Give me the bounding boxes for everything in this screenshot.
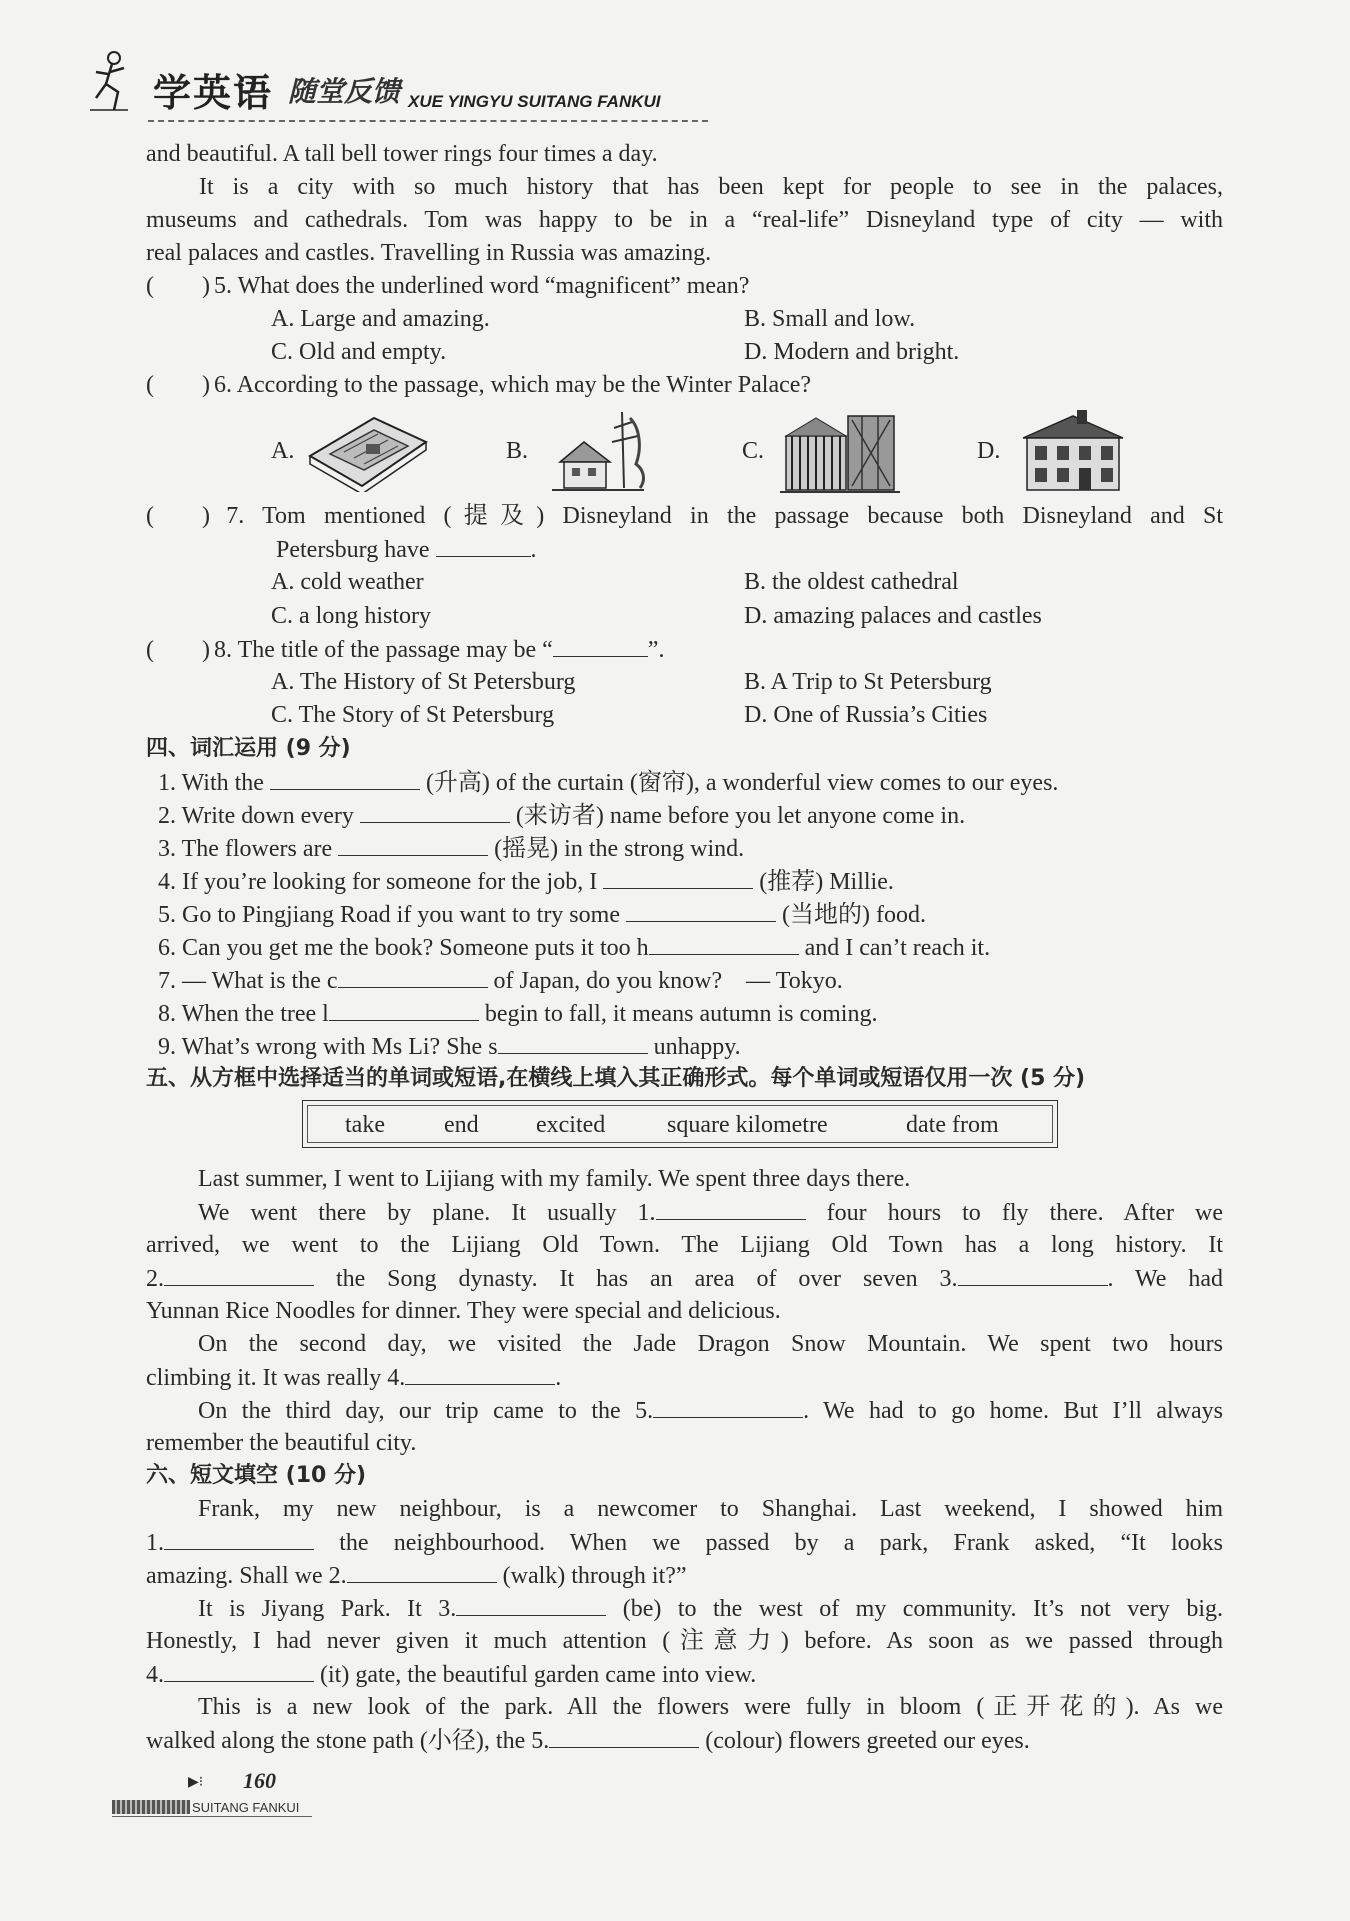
word-option: date from xyxy=(906,1112,999,1138)
answer-blank[interactable] xyxy=(626,899,776,922)
header-divider xyxy=(148,120,708,122)
passage-line: walked along the stone path (小径), the 5. (colour) flowers greeted our eyes. xyxy=(146,1725,1030,1756)
answer-paren[interactable]: ( ) xyxy=(146,503,210,529)
option-d: D. One of Russia’s Cities xyxy=(744,702,988,728)
answer-blank[interactable] xyxy=(653,1395,803,1418)
option-c: C. xyxy=(742,438,765,464)
passage-line: 4. (it) gate, the beautiful garden came into view. xyxy=(146,1659,756,1690)
answer-paren[interactable]: ( ) xyxy=(146,637,210,663)
option-d: D. Modern and bright. xyxy=(744,339,960,365)
word-option: excited xyxy=(536,1112,606,1138)
arrow-icon: ▶⁝ xyxy=(188,1775,204,1790)
passage-line: Yunnan Rice Noodles for dinner. They were special and delicious. xyxy=(146,1298,781,1324)
answer-paren[interactable]: ( ) xyxy=(146,372,210,398)
passage-line: On the second day, we visited the Jade Dragon Snow Mountain. We spent two hours xyxy=(198,1331,1223,1357)
passage-line: remember the beautiful city. xyxy=(146,1430,417,1456)
option-d: D. xyxy=(977,438,1001,464)
runner-logo-icon xyxy=(88,48,148,118)
answer-blank[interactable] xyxy=(329,998,479,1021)
cottage-picture xyxy=(548,408,648,494)
passage-line: Last summer, I went to Lijiang with my family. We spent three days there. xyxy=(198,1166,911,1192)
option-b: B. xyxy=(506,438,529,464)
question-5: ( ) 5. What does the underlined word “magnificent” mean? xyxy=(146,273,750,299)
passage-line: and beautiful. A tall bell tower rings four times a day. xyxy=(146,141,658,167)
passage-line: museums and cathedrals. Tom was happy to be in a “real-life” Disneyland type of city — with xyxy=(146,207,1223,233)
option-b: B. the oldest cathedral xyxy=(744,569,959,595)
passage-line: We went there by plane. It usually 1. four hours to fly there. After we xyxy=(146,1197,1223,1228)
vocab-item-1: 1. With the (升高) of the curtain (窗帘), a wonderful view comes to our eyes. xyxy=(158,767,1058,798)
question-6: ( ) 6. According to the passage, which may be the Winter Palace? xyxy=(146,372,812,398)
option-c: C. a long history xyxy=(271,603,431,629)
vocab-item-4: 4. If you’re looking for someone for the job, I (推荐) Millie. xyxy=(158,866,894,897)
answer-blank[interactable] xyxy=(656,1197,806,1220)
answer-blank[interactable] xyxy=(456,1593,606,1616)
vocab-item-2: 2. Write down every (来访者) name before you let anyone come in. xyxy=(158,800,965,831)
question-7: ( ) 7. Tom mentioned (提及) Disneyland in the passage because both Disneyland and St xyxy=(146,503,1223,529)
question-8: ( ) 8. The title of the passage may be “ ”. xyxy=(146,634,664,665)
option-b: B. Small and low. xyxy=(744,306,916,332)
footer-text: SUITANG FANKUI xyxy=(192,1800,300,1815)
vocab-item-9: 9. What’s wrong with Ms Li? She s unhappy. xyxy=(158,1031,741,1062)
answer-paren[interactable]: ( ) xyxy=(146,273,210,299)
vocab-item-8: 8. When the tree l begin to fall, it means autumn is coming. xyxy=(158,998,877,1029)
answer-blank[interactable] xyxy=(164,1527,314,1550)
answer-blank[interactable] xyxy=(164,1263,314,1286)
footer-logo-icon xyxy=(112,1800,190,1814)
answer-blank[interactable] xyxy=(270,767,420,790)
header-subtitle-cn: 随堂反馈 xyxy=(288,75,401,108)
answer-blank[interactable] xyxy=(347,1560,497,1583)
option-a: A. xyxy=(271,438,295,464)
palace-aerial-picture xyxy=(304,408,430,492)
mansion-picture xyxy=(1017,408,1127,494)
word-option: take xyxy=(345,1112,385,1138)
option-d: D. amazing palaces and castles xyxy=(744,603,1042,629)
answer-blank[interactable] xyxy=(436,534,531,557)
section-5-heading: 五、从方框中选择适当的单词或短语,在横线上填入其正确形式。每个单词或短语仅用一次 (5 分) xyxy=(146,1066,1086,1091)
passage-line: It is Jiyang Park. It 3. (be) to the west of my community. It’s not very big. xyxy=(146,1593,1223,1624)
cathedral-picture xyxy=(778,406,902,496)
passage-line: climbing it. It was really 4. . xyxy=(146,1362,561,1393)
passage-line: real palaces and castles. Travelling in Russia was amazing. xyxy=(146,240,712,266)
passage-line: amazing. Shall we 2. (walk) through it?” xyxy=(146,1560,687,1591)
option-a: A. The History of St Petersburg xyxy=(271,669,576,695)
section-6-heading: 六、短文填空 (10 分) xyxy=(146,1463,367,1488)
passage-line: Frank, my new neighbour, is a newcomer to Shanghai. Last weekend, I showed him xyxy=(198,1496,1223,1522)
answer-blank[interactable] xyxy=(360,800,510,823)
answer-blank[interactable] xyxy=(338,965,488,988)
word-option: end xyxy=(444,1112,479,1138)
vocab-item-3: 3. The flowers are (摇晃) in the strong wind. xyxy=(158,833,744,864)
answer-blank[interactable] xyxy=(553,634,648,657)
passage-line: This is a new look of the park. All the flowers were fully in bloom (正开花的). As we xyxy=(198,1694,1223,1720)
option-a: A. Large and amazing. xyxy=(271,306,490,332)
vocab-item-7: 7. — What is the c of Japan, do you know? — Tokyo. xyxy=(158,965,843,996)
option-b: B. A Trip to St Petersburg xyxy=(744,669,992,695)
page-header xyxy=(88,40,688,130)
option-a: A. cold weather xyxy=(271,569,424,595)
passage-line: It is a city with so much history that has been kept for people to see in the palaces, xyxy=(199,174,1223,200)
page-number: 160 xyxy=(243,1768,276,1793)
answer-blank[interactable] xyxy=(405,1362,555,1385)
answer-blank[interactable] xyxy=(958,1263,1108,1286)
header-title-en: XUE YINGYU SUITANG FANKUI xyxy=(408,92,661,111)
vocab-item-6: 6. Can you get me the book? Someone puts it too h and I can’t reach it. xyxy=(158,932,990,963)
header-title-cn: 学英语 xyxy=(153,71,274,115)
answer-blank[interactable] xyxy=(603,866,753,889)
section-4-heading: 四、词汇运用 (9 分) xyxy=(146,736,351,761)
option-c: C. Old and empty. xyxy=(271,339,447,365)
passage-line: On the third day, our trip came to the 5. . We had to go home. But I’ll always xyxy=(146,1395,1223,1426)
word-box xyxy=(302,1100,1058,1148)
passage-line: 1. the neighbourhood. When we passed by a park, Frank asked, “It looks xyxy=(146,1527,1223,1558)
answer-blank[interactable] xyxy=(338,833,488,856)
answer-blank[interactable] xyxy=(498,1031,648,1054)
passage-line: Honestly, I had never given it much attention (注意力) before. As soon as we passed through xyxy=(146,1628,1223,1654)
answer-blank[interactable] xyxy=(649,932,799,955)
question-7-cont: Petersburg have . xyxy=(276,534,537,565)
word-option: square kilometre xyxy=(667,1112,828,1138)
footer-divider xyxy=(112,1816,312,1817)
answer-blank[interactable] xyxy=(164,1659,314,1682)
passage-line: 2. the Song dynasty. It has an area of over seven 3. . We had xyxy=(146,1263,1223,1294)
passage-line: arrived, we went to the Lijiang Old Town. The Lijiang Old Town has a long history. It xyxy=(146,1232,1223,1258)
vocab-item-5: 5. Go to Pingjiang Road if you want to try some (当地的) food. xyxy=(158,899,926,930)
option-c: C. The Story of St Petersburg xyxy=(271,702,555,728)
answer-blank[interactable] xyxy=(549,1725,699,1748)
